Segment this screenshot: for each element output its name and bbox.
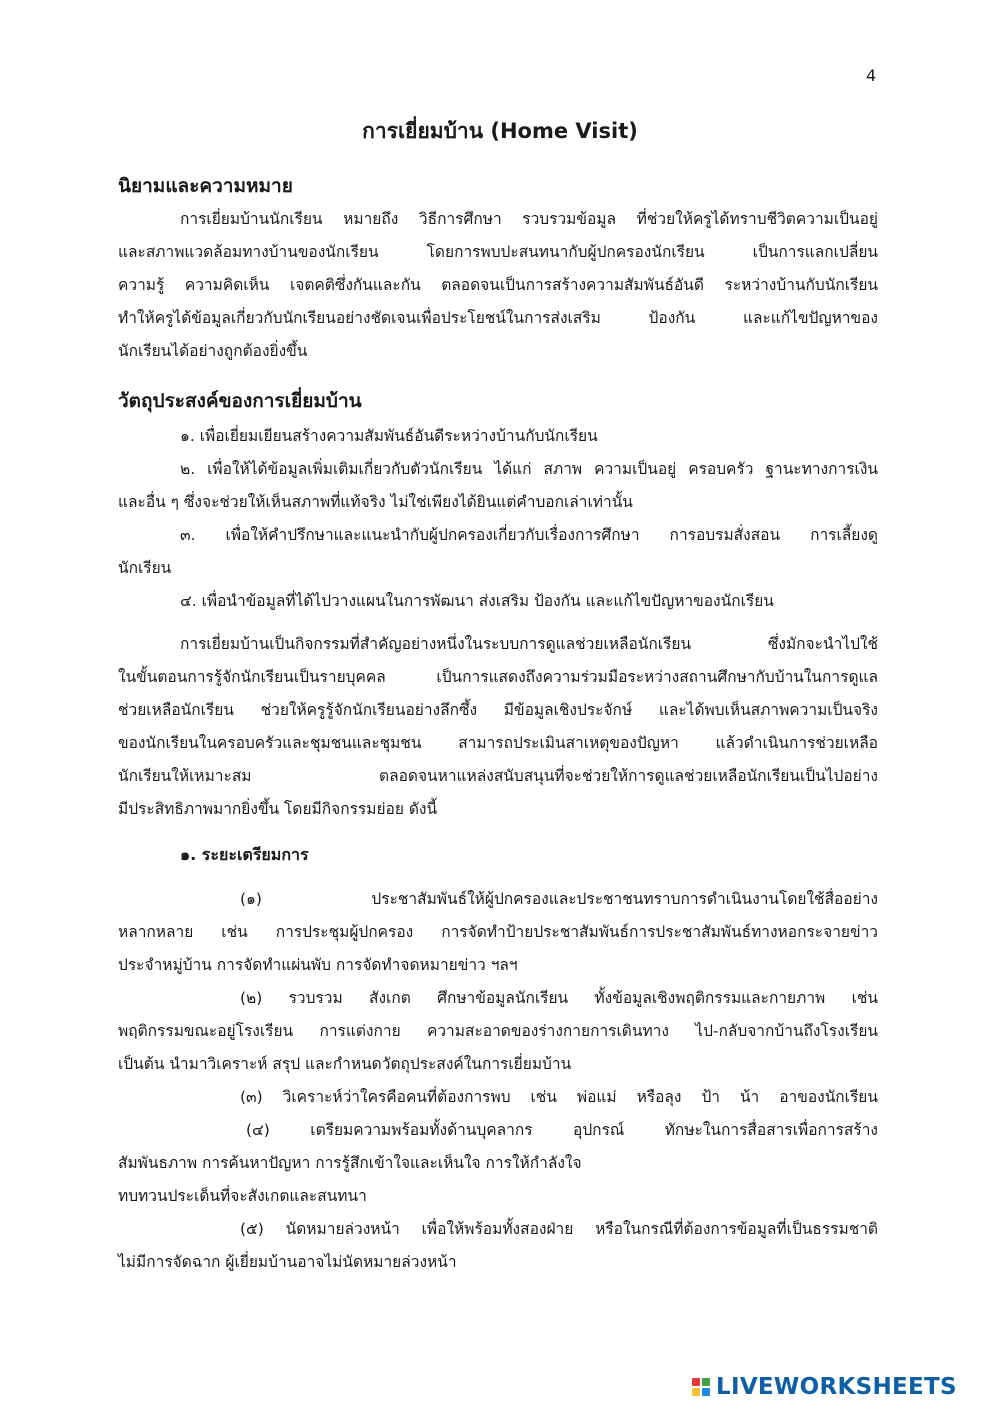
preparation-line: เป็นต้น นำมาวิเคราะห์ สรุป และกำหนดวัตถุประสงค์ในการเยี่ยมบ้าน bbox=[118, 1055, 572, 1073]
definition-line: การเยี่ยมบ้านนักเรียน หมายถึง วิธีการศึกษา รวบรวมข้อมูล ที่ช่วยให้ครูได้ทราบชีวิตความเป็นอยู่ bbox=[180, 210, 878, 228]
importance-line: มีประสิทธิภาพมากยิ่งขึ้น โดยมีกิจกรรมย่อย ดังนี้ bbox=[118, 800, 438, 818]
preparation-line: หลากหลาย เช่น การประชุมผู้ปกครอง การจัดทำป้ายประชาสัมพันธ์การประชาสัมพันธ์ทางหอกระจายข่าว bbox=[118, 923, 878, 941]
logo-grid-icon bbox=[692, 1378, 710, 1396]
preparation-heading: ๑. ระยะเตรียมการ bbox=[180, 845, 309, 864]
logo-square-icon bbox=[702, 1388, 710, 1396]
importance-line: ช่วยเหลือนักเรียน ช่วยให้ครูรู้จักนักเรียนอย่างลึกซึ้ง มีข้อมูลเชิงประจักษ์ และได้พบเห็นสภาพความเป็นจริง bbox=[118, 701, 878, 719]
page-title: การเยี่ยมบ้าน (Home Visit) bbox=[362, 119, 638, 143]
definition-line: นักเรียนได้อย่างถูกต้องยิ่งขึ้น bbox=[118, 342, 308, 360]
objective-item: ๒. เพื่อให้ได้ข้อมูลเพิ่มเติมเกี่ยวกับตัวนักเรียน ได้แก่ สภาพ ความเป็นอยู่ ครอบครัว ฐานะทางการเงิน bbox=[180, 460, 878, 478]
preparation-line: (๑) ประชาสัมพันธ์ให้ผู้ปกครองและประชาชนทราบการดำเนินงานโดยใช้สื่ออย่าง bbox=[240, 890, 878, 908]
logo-text: LIVEWORKSHEETS bbox=[716, 1374, 957, 1400]
preparation-line: (๕) นัดหมายล่วงหน้า เพื่อให้พร้อมทั้งสองฝ่าย หรือในกรณีที่ต้องการข้อมูลที่เป็นธรรมชาติ bbox=[240, 1220, 878, 1238]
page-number: 4 bbox=[866, 66, 877, 85]
preparation-line: พฤติกรรมขณะอยู่โรงเรียน การแต่งกาย ความสะอาดของร่างกายการเดินทาง ไป-กลับจากบ้านถึงโรงเรียน bbox=[118, 1022, 878, 1040]
logo-square-icon bbox=[692, 1378, 700, 1386]
preparation-line: ทบทวนประเด็นที่จะสังเกตและสนทนา bbox=[118, 1187, 367, 1205]
importance-line: นักเรียนให้เหมาะสม ตลอดจนหาแหล่งสนับสนุนที่จะช่วยให้การดูแลช่วยเหลือนักเรียนเป็นไปอย่าง bbox=[118, 767, 878, 785]
objective-item: ๑. เพื่อเยี่ยมเยียนสร้างความสัมพันธ์อันดีระหว่างบ้านกับนักเรียน bbox=[180, 427, 598, 445]
definition-line: ทำให้ครูได้ข้อมูลเกี่ยวกับนักเรียนอย่างชัดเจนเพื่อประโยชน์ในการส่งเสริม ป้องกัน และแก้ไขปัญหาของ bbox=[118, 309, 878, 327]
importance-line: ในขั้นตอนการรู้จักนักเรียนเป็นรายบุคคล เป็นการแสดงถึงความร่วมมือระหว่างสถานศึกษากับบ้านในการดูแล bbox=[118, 668, 878, 686]
logo-square-icon bbox=[702, 1378, 710, 1386]
objective-item: นักเรียน bbox=[118, 559, 172, 577]
importance-line: ของนักเรียนในครอบครัวและชุมชนและชุมชน สามารถประเมินสาเหตุของปัญหา แล้วดำเนินการช่วยเหลือ bbox=[118, 734, 878, 752]
preparation-line: ประจำหมู่บ้าน การจัดทำแผ่นพับ การจัดทำจดหมายข่าว ฯลฯ bbox=[118, 956, 518, 974]
preparation-line: สัมพันธภาพ การค้นหาปัญหา การรู้สึกเข้าใจและเห็นใจ การให้กำลังใจ bbox=[118, 1154, 582, 1172]
definition-line: ความรู้ ความคิดเห็น เจตคติซึ่งกันและกัน ตลอดจนเป็นการสร้างความสัมพันธ์อันดี ระหว่างบ้านกับนักเรียน bbox=[118, 276, 878, 294]
importance-line: การเยี่ยมบ้านเป็นกิจกรรมที่สำคัญอย่างหนึ่งในระบบการดูแลช่วยเหลือนักเรียน ซึ่งมักจะนำไปใช้ bbox=[180, 635, 878, 653]
liveworksheets-logo[interactable] bbox=[692, 1374, 957, 1400]
objectives-heading: วัตถุประสงค์ของการเยี่ยมบ้าน bbox=[118, 390, 362, 412]
objective-item: และอื่น ๆ ซึ่งจะช่วยให้เห็นสภาพที่แท้จริง ไม่ใช่เพียงได้ยินแต่คำบอกเล่าเท่านั้น bbox=[118, 493, 633, 511]
objective-item: ๔. เพื่อนำข้อมูลที่ได้ไปวางแผนในการพัฒนา ส่งเสริม ป้องกัน และแก้ไขปัญหาของนักเรียน bbox=[180, 592, 774, 610]
logo-square-icon bbox=[692, 1388, 700, 1396]
definition-heading: นิยามและความหมาย bbox=[118, 175, 293, 197]
preparation-line: ไม่มีการจัดฉาก ผู้เยี่ยมบ้านอาจไม่นัดหมายล่วงหน้า bbox=[118, 1253, 457, 1271]
preparation-line: (๓) วิเคราะห์ว่าใครคือคนที่ต้องการพบ เช่น พ่อแม่ หรือลุง ป้า น้า อาของนักเรียน bbox=[240, 1088, 878, 1106]
definition-line: และสภาพแวดล้อมทางบ้านของนักเรียน โดยการพบปะสนทนากับผู้ปกครองนักเรียน เป็นการแลกเปลี่ยน bbox=[118, 243, 878, 261]
objective-item: ๓. เพื่อให้คำปรึกษาและแนะนำกับผู้ปกครองเกี่ยวกับเรื่องการศึกษา การอบรมสั่งสอน การเลี้ยงดู bbox=[180, 526, 878, 544]
preparation-line: (๒) รวบรวม สังเกต ศึกษาข้อมูลนักเรียน ทั้งข้อมูลเชิงพฤติกรรมและกายภาพ เช่น bbox=[240, 989, 878, 1007]
preparation-line: (๔) เตรียมความพร้อมทั้งด้านบุคลากร อุปกรณ์ ทักษะในการสื่อสารเพื่อการสร้าง bbox=[246, 1121, 878, 1139]
